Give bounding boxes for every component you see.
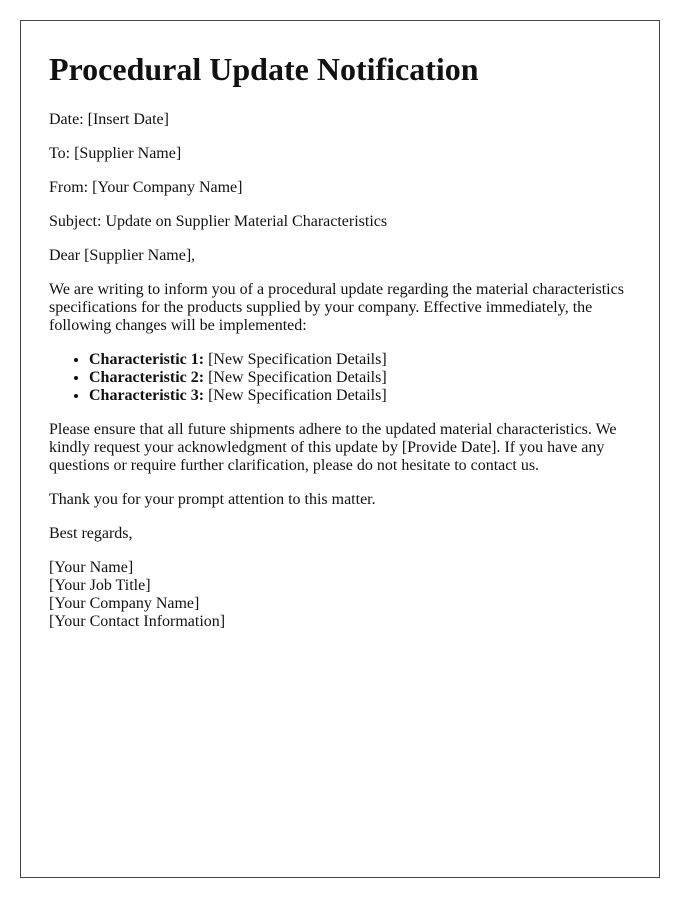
letter-title: Procedural Update Notification <box>49 51 479 87</box>
salutation: Dear [Supplier Name], <box>49 247 196 264</box>
thanks-paragraph: Thank you for your prompt attention to this matter. <box>49 491 376 508</box>
signature-company: [Your Company Name] <box>49 595 200 612</box>
letter-page <box>20 20 660 878</box>
characteristic-detail: [New Specification Details] <box>204 387 387 404</box>
list-item <box>89 387 631 405</box>
characteristic-label: Characteristic 3: <box>89 387 205 404</box>
signature-block <box>49 559 631 631</box>
date-line: Date: [Insert Date] <box>49 111 169 128</box>
letter-content <box>49 51 631 631</box>
characteristic-detail: [New Specification Details] <box>204 351 387 368</box>
list-item <box>89 369 631 387</box>
subject-line: Subject: Update on Supplier Material Characteristics <box>49 213 388 230</box>
intro-paragraph: We are writing to inform you of a procedural update regarding the material characteristics specifications for the products supplied by your company. Effective immediately, the following changes will be implemented: <box>49 281 624 334</box>
signature-name: [Your Name] <box>49 559 134 576</box>
to-line: To: [Supplier Name] <box>49 145 182 162</box>
list-item <box>89 351 631 369</box>
characteristic-detail: [New Specification Details] <box>204 369 387 386</box>
characteristic-label: Characteristic 2: <box>89 369 205 386</box>
characteristic-label: Characteristic 1: <box>89 351 205 368</box>
request-paragraph: Please ensure that all future shipments adhere to the updated material characteristics. We kindly request your acknowledgment of this update by [Provide Date]. If you have any questions or require further clarification, please do not hesitate to contact us. <box>49 421 617 474</box>
signature-contact: [Your Contact Information] <box>49 613 226 630</box>
from-line: From: [Your Company Name] <box>49 179 243 196</box>
signature-job-title: [Your Job Title] <box>49 577 151 594</box>
characteristics-list <box>49 351 631 405</box>
closing: Best regards, <box>49 525 133 542</box>
